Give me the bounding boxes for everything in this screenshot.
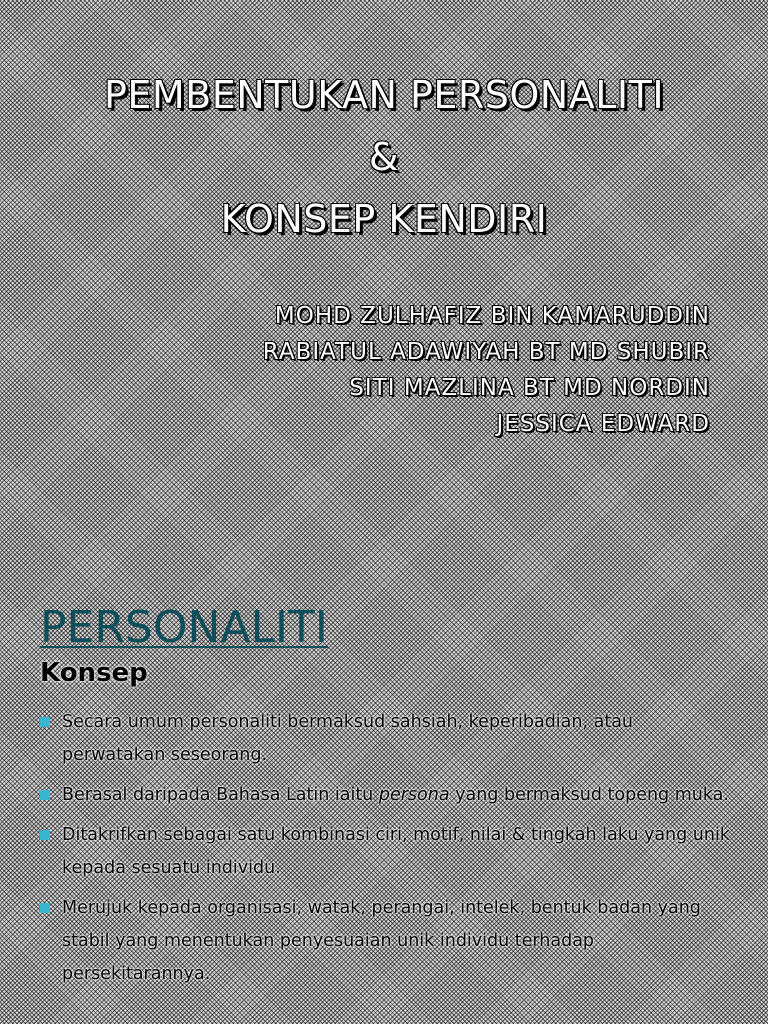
- author-name: JESSICA EDWARD: [496, 411, 710, 437]
- content-slide: [0, 576, 768, 1024]
- bullet-text: Merujuk kepada organisasi, watak, perangai, intelek, bentuk badan yang stabil yang menentukan penyesuaian unik individu terhadap persekitarannya.: [62, 898, 701, 984]
- author-name: MOHD ZULHAFIZ BIN KAMARUDDIN: [274, 303, 710, 329]
- bullet-text-pre: Berasal daripada Bahasa Latin iaitu: [62, 785, 379, 805]
- bullet-text-post: yang bermaksud topeng muka.: [449, 785, 729, 805]
- bullet-text: Secara umum personaliti bermaksud sahsiah, keperibadian, atau perwatakan seseorang.: [62, 712, 634, 765]
- bullet-text-emphasis: persona: [378, 785, 450, 805]
- square-bullet-icon: [40, 717, 50, 727]
- author-name: RABIATUL ADAWIYAH BT MD SHUBIR: [262, 339, 710, 365]
- list-item: [38, 779, 738, 812]
- author-list: [263, 298, 710, 442]
- slide-title: [0, 64, 768, 250]
- author-name: SITI MAZLINA BT MD NORDIN: [349, 375, 710, 401]
- title-line-3: KONSEP KENDIRI: [220, 197, 548, 241]
- bullet-text: Ditakrifkan sebagai satu kombinasi ciri, motif, nilai & tingkah laku yang unik kepada sesuatu individu.: [62, 825, 730, 878]
- title-line-1: PEMBENTUKAN PERSONALITI: [103, 73, 665, 117]
- list-item: [38, 892, 738, 991]
- slide-subheading: Konsep: [40, 658, 148, 688]
- title-line-2: &: [368, 135, 400, 179]
- list-item: [38, 706, 738, 772]
- square-bullet-icon: [40, 790, 50, 800]
- square-bullet-icon: [40, 830, 50, 840]
- square-bullet-icon: [40, 903, 50, 913]
- slide-heading: PERSONALITI: [40, 602, 328, 653]
- list-item: [38, 819, 738, 885]
- bullet-list: [38, 706, 738, 998]
